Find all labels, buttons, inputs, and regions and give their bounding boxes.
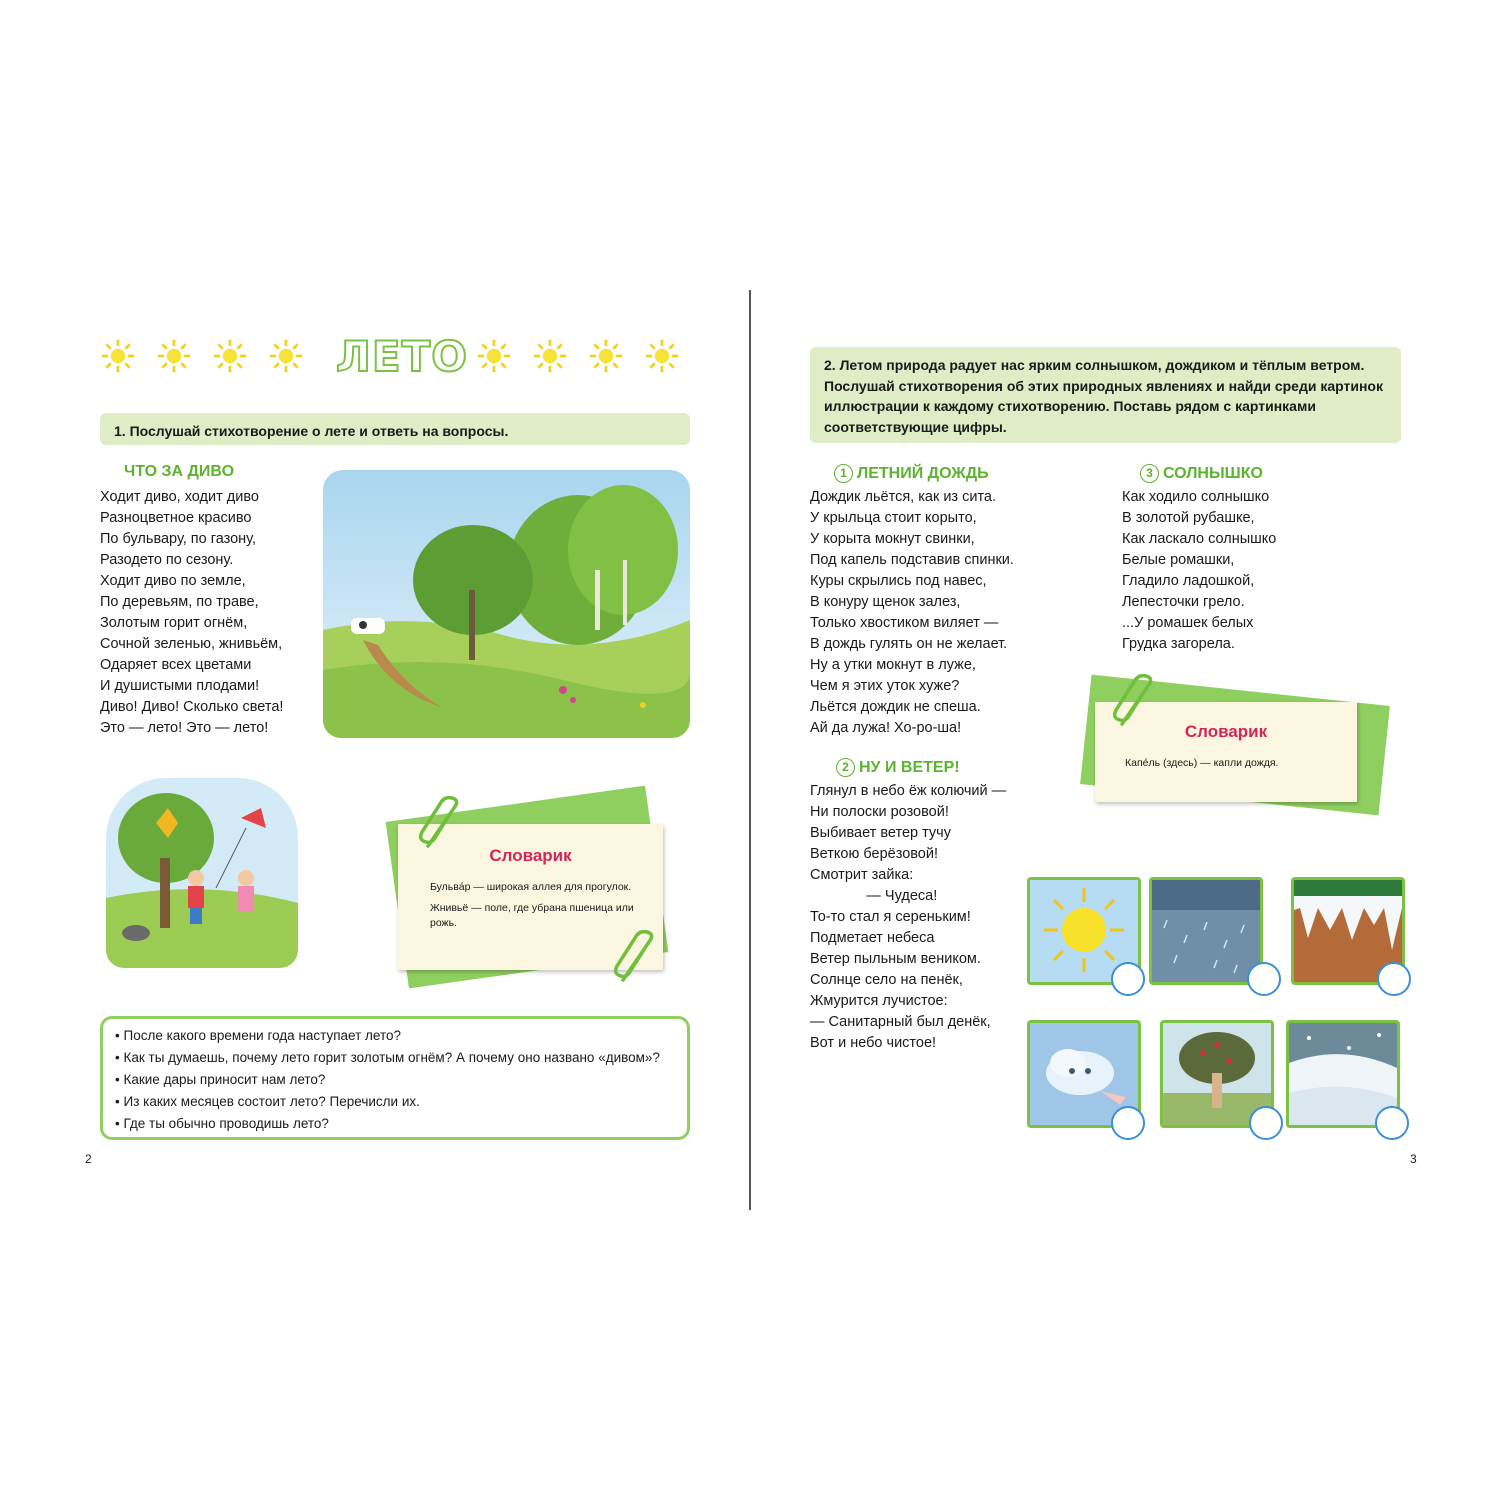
questions-box [100, 1016, 690, 1140]
answer-circle[interactable] [1249, 1106, 1283, 1140]
poem-line: Лепесточки грело. [1122, 594, 1245, 610]
poem-line: Это — лето! Это — лето! [100, 720, 269, 736]
poem-line: Веткою берёзовой! [810, 846, 938, 862]
sun-icon [268, 338, 304, 374]
poem-line: В дождь гулять он не желает. [810, 636, 1008, 652]
poem-line: Глянул в небо ёж колючий — [810, 783, 1007, 799]
poem-text [1122, 487, 1276, 655]
poem-title: ЧТО ЗА ДИВО [124, 463, 235, 480]
dictionary-def: Бульва́р — широкая аллея для прогулок. [430, 881, 632, 893]
sun-icon [476, 338, 512, 374]
sun-icon [212, 338, 248, 374]
poem-line: Льётся дождик не спеша. [810, 699, 981, 715]
poem-line: Гладило ладошкой, [1122, 573, 1255, 589]
poem-title-text: СОЛНЫШКО [1163, 465, 1263, 482]
poem-title [1140, 464, 1263, 483]
poem-line: Солнце село на пенёк, [810, 972, 963, 988]
poem-title [834, 464, 989, 483]
poem-line: Ай да лужа! Хо-ро-ша! [810, 720, 962, 736]
number-badge: 1 [834, 464, 853, 483]
poem-line: Вот и небо чистое! [810, 1035, 937, 1051]
task-2: 2. Летом природа радует нас ярким солнышком, дождиком и тёплым ветром. Послушай стихотворения об этих природных явлениях и найди среди картинок иллюстрации к каждому стихотворению. Поставь рядом с картинками соответствующие цифры. [810, 347, 1401, 443]
poem-line: По бульвару, по газону, [100, 531, 257, 547]
sun-row-left [100, 338, 304, 382]
poem-line: Грудка загорела. [1122, 636, 1235, 652]
question-item: • После какого времени года наступает лето? [115, 1025, 675, 1047]
poem-line: Чем я этих уток хуже? [810, 678, 960, 694]
poem-text [810, 487, 1014, 739]
answer-circle[interactable] [1247, 962, 1281, 996]
poem-line: По деревьям, по траве, [100, 594, 259, 610]
poem-line: Белые ромашки, [1122, 552, 1235, 568]
paperclip-icon [1110, 674, 1158, 730]
poem-text [810, 781, 1006, 1054]
poem-line: Ветер пыльным веником. [810, 951, 981, 967]
poem-line: Смотрит зайка: [810, 867, 914, 883]
dictionary-def: Капе́ль (здесь) — капли дождя. [1125, 757, 1279, 769]
answer-circle[interactable] [1375, 1106, 1409, 1140]
children-kite-illustration [106, 778, 298, 968]
poem-line: Выбивает ветер тучу [810, 825, 951, 841]
task-1: 1. Послушай стихотворение о лете и ответь на вопросы. [100, 413, 690, 445]
poem-line: Золотым горит огнём, [100, 615, 248, 631]
dictionary-def: Жнивьё — поле, где убрана пшеница или рожь. [430, 902, 634, 929]
poem-line: И душистыми плодами! [100, 678, 260, 694]
poem-line: Сочной зеленью, жнивьём, [100, 636, 283, 652]
poem-line: То-то стал я сереньким! [810, 909, 971, 925]
poem-line: Разноцветное красиво [100, 510, 252, 526]
question-item: • Какие дары приносит нам лето? [115, 1069, 675, 1091]
question-item: • Из каких месяцев состоит лето? Перечисли их. [115, 1091, 675, 1113]
number-badge: 3 [1140, 464, 1159, 483]
poem-line: В конуру щенок залез, [810, 594, 961, 610]
answer-circle[interactable] [1111, 962, 1145, 996]
poem-title [836, 758, 960, 777]
poem-line: Подметает небеса [810, 930, 935, 946]
poem-line: Ходит диво по земле, [100, 573, 246, 589]
poem-line: У корыта мокнут свинки, [810, 531, 975, 547]
page-number: 3 [1410, 1152, 1417, 1166]
sun-icon [588, 338, 624, 374]
page-number: 2 [85, 1152, 92, 1166]
poem-line: Куры скрылись под навес, [810, 573, 987, 589]
poem-line: Дождик льётся, как из сита. [810, 489, 997, 505]
number-badge: 2 [836, 758, 855, 777]
poem-line: — Чудеса! [810, 888, 938, 904]
poem-line: Одаряет всех цветами [100, 657, 252, 673]
poem-line: Ни полоски розовой! [810, 804, 949, 820]
paperclip-icon [416, 796, 464, 852]
summer-landscape-illustration [323, 470, 690, 738]
poem-line: Только хвостиком виляет — [810, 615, 999, 631]
poem-line: — Санитарный был денёк, [810, 1014, 991, 1030]
poem-title-text: ЛЕТНИЙ ДОЖДЬ [857, 465, 989, 482]
poem-line: Диво! Диво! Сколько света! [100, 699, 284, 715]
right-page [750, 0, 1500, 1500]
poem-line: Как ласкало солнышко [1122, 531, 1277, 547]
poem-line: Разодето по сезону. [100, 552, 234, 568]
poem-line: Жмурится лучистое: [810, 993, 948, 1009]
sun-icon [156, 338, 192, 374]
sun-icon [644, 338, 680, 374]
poem-line: У крыльца стоит корыто, [810, 510, 977, 526]
poem-line: ...У ромашек белых [1122, 615, 1254, 631]
poem-line: Ну а утки мокнут в луже, [810, 657, 976, 673]
poem-line: Ходит диво, ходит диво [100, 489, 259, 505]
sun-row-right [476, 338, 680, 382]
question-item: • Где ты обычно проводишь лето? [115, 1113, 675, 1135]
poem-line: Под капель подставив спинки. [810, 552, 1014, 568]
answer-circle[interactable] [1111, 1106, 1145, 1140]
poem-line: В золотой рубашке, [1122, 510, 1255, 526]
sun-icon [100, 338, 136, 374]
dictionary-title: Словарик [489, 846, 572, 865]
poem-line: Как ходило солнышко [1122, 489, 1270, 505]
poem-text [100, 487, 283, 739]
picture-rain [1149, 877, 1263, 985]
sun-icon [532, 338, 568, 374]
answer-circle[interactable] [1377, 962, 1411, 996]
rain-picture-icon [1152, 880, 1260, 982]
page-title: ЛЕТО [336, 332, 468, 381]
paperclip-icon [610, 930, 660, 986]
poem-title-text: НУ И ВЕТЕР! [859, 759, 960, 776]
question-item: • Как ты думаешь, почему лето горит золотым огнём? А почему оно названо «дивом»? [115, 1047, 675, 1069]
dictionary-title: Словарик [1184, 722, 1268, 741]
